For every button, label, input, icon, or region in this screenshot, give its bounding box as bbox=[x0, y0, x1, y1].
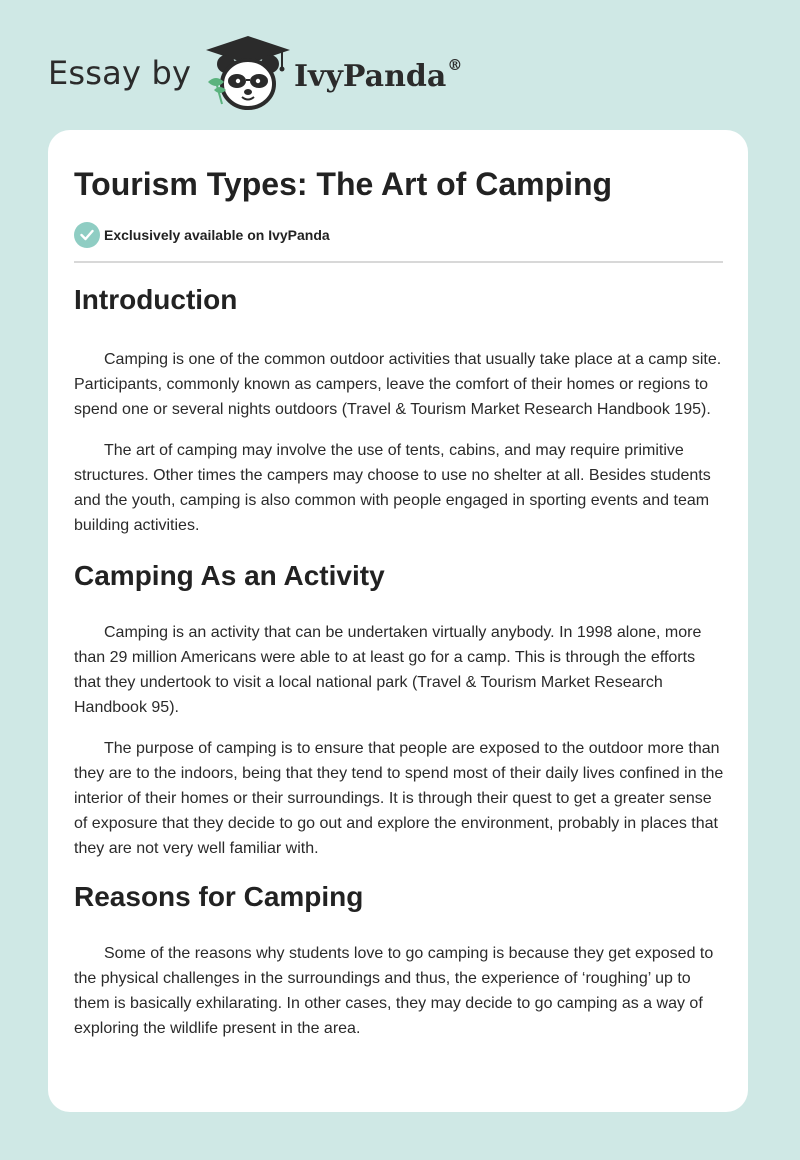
paragraph: The purpose of camping is to ensure that people are exposed to the outdoor more than they are to the indoors, being that they tend to spend most of their daily lives confined in the interior of their homes or their surroundings. It is through their quest to get a greater sense of exposure that they decide to go out and explore the environment, probably in places that they are not very well familiar with. bbox=[74, 740, 724, 857]
check-circle-icon bbox=[74, 222, 100, 248]
panda-graduate-logo-icon[interactable] bbox=[202, 34, 294, 112]
section-heading-reasons: Reasons for Camping bbox=[74, 881, 364, 912]
badge-text: Exclusively available on IvyPanda bbox=[104, 227, 330, 243]
paragraph: Camping is an activity that can be undertaken virtually anybody. In 1998 alone, more than 29 million Americans were able to at least go for a camp. This is through the efforts that they undertook to visit a local national park (Travel & Tourism Market Research Handbook 95). bbox=[74, 624, 702, 716]
exclusive-badge bbox=[74, 222, 330, 248]
article-body bbox=[74, 280, 724, 1041]
brand-header bbox=[48, 34, 508, 114]
divider bbox=[74, 261, 723, 263]
page-title: Tourism Types: The Art of Camping bbox=[74, 166, 613, 202]
brand-prefix: Essay by bbox=[48, 54, 192, 92]
section-heading-camping-activity: Camping As an Activity bbox=[74, 560, 385, 591]
registered-mark: ® bbox=[447, 56, 463, 74]
paragraph: Some of the reasons why students love to go camping is because they get exposed to the physical challenges in the surroundings and thus, the experience of ‘roughing’ up to them is basically exhilarating. In other cases, they may decide to go camping as a way of exploring the wildlife present in the area. bbox=[74, 945, 714, 1037]
essay-card bbox=[48, 130, 748, 1112]
section-heading-introduction: Introduction bbox=[74, 284, 238, 315]
paragraph: The art of camping may involve the use of tents, cabins, and may require primitive structures. Other times the campers may choose to use no shelter at all. Besides students and the youth, camping is also common with people engaged in sporting events and team building activities. bbox=[74, 442, 711, 534]
brand-name[interactable]: IvyPanda® bbox=[294, 56, 463, 94]
paragraph: Camping is one of the common outdoor activities that usually take place at a camp site. Participants, commonly known as campers, leave the comfort of their homes or regions to spend one or several nights outdoors (Travel & Tourism Market Research Handbook 195). bbox=[74, 351, 722, 418]
